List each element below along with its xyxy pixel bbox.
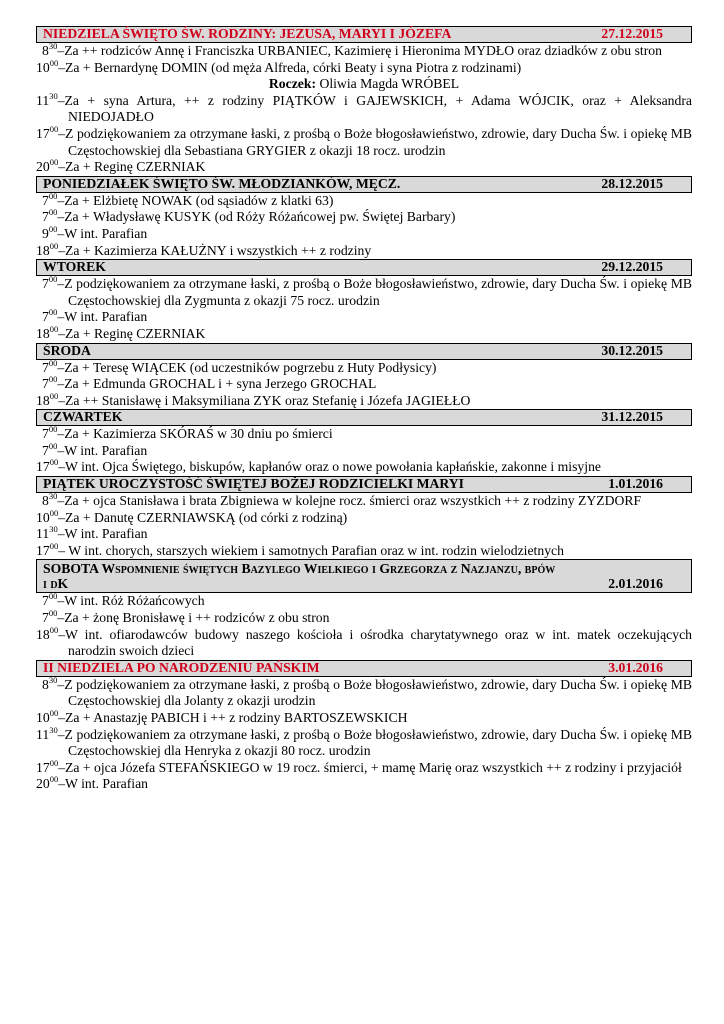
- intention-entry: $7^{00}-Za$ + Kazimierza SKÓRAŚ w 30 dniu po śmierci: [42, 424, 333, 442]
- intention-entry: $8^{30}-Za$ ++ rodziców Annę i Franciszka URBANIEC, Kazimierę i Hieronima MYDŁO oraz dziadków z obu stron: [42, 41, 662, 58]
- section-header-friday: [36, 476, 692, 493]
- intention-entry: $9^{00}-W$ int. Parafian: [42, 223, 148, 241]
- intention-entry: $7^{00}-W$ int. Parafian: [42, 307, 148, 325]
- section-date: 28.12.2015: [601, 175, 663, 191]
- section-date: 3.01.2016: [608, 660, 663, 676]
- intention-entry: $20^{00}-W$ int. Parafian: [36, 774, 149, 792]
- birthday-note: Roczek: Oliwia Magda WRÓBEL: [268, 76, 460, 92]
- section-title: PIĄTEK UROCZYSTOŚĆ ŚWIĘTEJ BOŻEJ RODZICIELKI MARYI: [43, 476, 465, 492]
- intention-entry: $11^{30}-Z$ podziękowaniem za otrzymane łaski, z prośbą o Boże błogosławieństwo, zdrowie, dary Ducha Św. i opiekę MB Częstochowskiej dla Henryka z okazji 80 rocz. urodzin: [36, 724, 692, 759]
- section-date: 1.01.2016: [608, 476, 663, 492]
- section-title: SOBOTA Wspomnienie świętych Bazylego Wielkiego i Grzegorza z Nazjanzu, bpów: [43, 561, 556, 577]
- intention-entry: $7^{00}-W$ int. Parafian: [42, 440, 148, 458]
- intention-entry: $18^{00}-Za$ + Kazimierza KAŁUŻNY i wszystkich ++ z rodziny: [36, 240, 372, 258]
- section-header-sunday-27: [36, 26, 692, 43]
- section-title: WTOREK: [43, 259, 106, 275]
- intention-entry: $7^{00}-W$ int. Róż Różańcowych: [42, 591, 205, 609]
- intention-entry: $7^{00}-Za$ + Elżbietę NOWAK (od sąsiadów z klatki 63): [42, 190, 334, 208]
- section-header-saturday: [36, 559, 692, 593]
- intention-entry: $7^{00}-Za$ + Edmunda GROCHAL i + syna Jerzego GROCHAL: [42, 374, 377, 392]
- intention-entry: $11^{30}-Za$ + syna Artura, ++ z rodziny PIĄTKÓW i GAJEWSKICH, + Adama WÓJCIK, oraz + Aleksandra NIEDOJADŁO: [36, 90, 692, 125]
- intention-entry: $7^{00}-Z$ podziękowaniem za otrzymane łaski, z prośbą o Boże błogosławieństwo, zdrowie, dary Ducha Św. i opiekę MB Częstochowskiej dla Zygmunta z okazji 75 rocz. urodzin: [42, 274, 692, 308]
- intention-entry: $8^{30}-Za$ + ojca Stanisława i brata Zbigniewa w kolejne rocz. śmierci oraz wszystkich ++ z rodziny ZYZDORF: [42, 491, 642, 509]
- section-header-thursday: [36, 409, 692, 426]
- intention-entry: $18^{00}-Za$ + Reginę CZERNIAK: [36, 323, 206, 341]
- section-header-monday: [36, 176, 692, 193]
- intention-entry: $7^{00}-Za$ + Teresę WIĄCEK (od uczestników pogrzebu z Huty Podłysicy): [42, 357, 437, 375]
- section-title: PONIEDZIAŁEK ŚWIĘTO ŚW. MŁODZIANKÓW, MĘCZ.: [43, 175, 401, 191]
- section-date: 30.12.2015: [601, 342, 663, 358]
- intention-entry: $7^{00}-Za$ + żonę Bronisławę i ++ rodziców z obu stron: [42, 608, 330, 626]
- section-header-wednesday: [36, 343, 692, 360]
- intentions-document: [36, 26, 692, 793]
- intention-entry: $7^{00}-Za$ + Władysławę KUSYK (od Róży Różańcowej pw. Świętej Barbary): [42, 207, 456, 225]
- section-header-sunday-3: [36, 660, 692, 677]
- intention-entry: $18^{00}-Za$ ++ Stanisławę i Maksymiliana ZYK oraz Stefanię i Józefa JAGIEŁŁO: [36, 390, 471, 408]
- intention-entry: $20^{00}-Za$ + Reginę CZERNIAK: [36, 157, 206, 175]
- section-title: NIEDZIELA ŚWIĘTO ŚW. RODZINY: JEZUSA, MARYI I JÓZEFA: [43, 26, 452, 42]
- intention-entry: $17^{00}-$ W int. chorych, starszych wiekiem i samotnych Parafian oraz w int. rodzin wielodzietnych: [36, 540, 564, 558]
- section-header-tuesday: [36, 259, 692, 276]
- intention-entry: $18^{00}-W$ int. ofiarodawców budowy naszego kościoła i ośrodka charytatywnego oraz w int. matek oczekujących narodzin swoich dzieci: [36, 624, 692, 659]
- intention-entry: $10^{00}-Za$ + Danutę CZERNIAWSKĄ (od córki z rodziną): [36, 507, 348, 525]
- section-date: 2.01.2016: [608, 576, 663, 592]
- intention-entry: $17^{00}-W$ int. Ojca Świętego, biskupów, kapłanów oraz o nowe powołania kapłańskie, zakonne i misyjne: [36, 457, 601, 475]
- section-date: 27.12.2015: [601, 26, 663, 42]
- section-date: 31.12.2015: [601, 409, 663, 425]
- intention-entry: $10^{00}-Za$ + Anastazję PABICH i ++ z rodziny BARTOSZEWSKICH: [36, 708, 408, 725]
- section-title: ŚRODA: [43, 342, 91, 358]
- section-title: II NIEDZIELA PO NARODZENIU PAŃSKIM: [43, 660, 320, 676]
- intention-entry: $10^{00}-Za$ + Bernardynę DOMIN (od męża Alfreda, córki Beaty i syna Piotra z rodzinami): [36, 57, 522, 75]
- section-title: CZWARTEK: [43, 409, 123, 425]
- intention-entry: $17^{00}-Z$ podziękowaniem za otrzymane łaski, z prośbą o Boże błogosławieństwo, zdrowie, dary Ducha Św. i opiekę MB Częstochowskiej dla Sebastiana GRYGIER z okazji 18 rocz. urodzin: [36, 123, 692, 158]
- intention-entry: $8^{30}-Z$ podziękowaniem za otrzymane łaski, z prośbą o Boże błogosławieństwo, zdrowie, dary Ducha Św. i opiekę MB Częstochowskiej dla Jolanty z okazji urodzin: [42, 674, 692, 709]
- section-title-continued: i dK: [43, 576, 69, 592]
- intention-entry: $17^{00}-Za$ + ojca Józefa STEFAŃSKIEGO w 19 rocz. śmierci, + mamę Marię oraz wszystkich ++ z rodziny i przyjaciół: [36, 757, 682, 775]
- section-date: 29.12.2015: [601, 259, 663, 275]
- intention-entry: $11^{30}-W$ int. Parafian: [36, 524, 148, 542]
